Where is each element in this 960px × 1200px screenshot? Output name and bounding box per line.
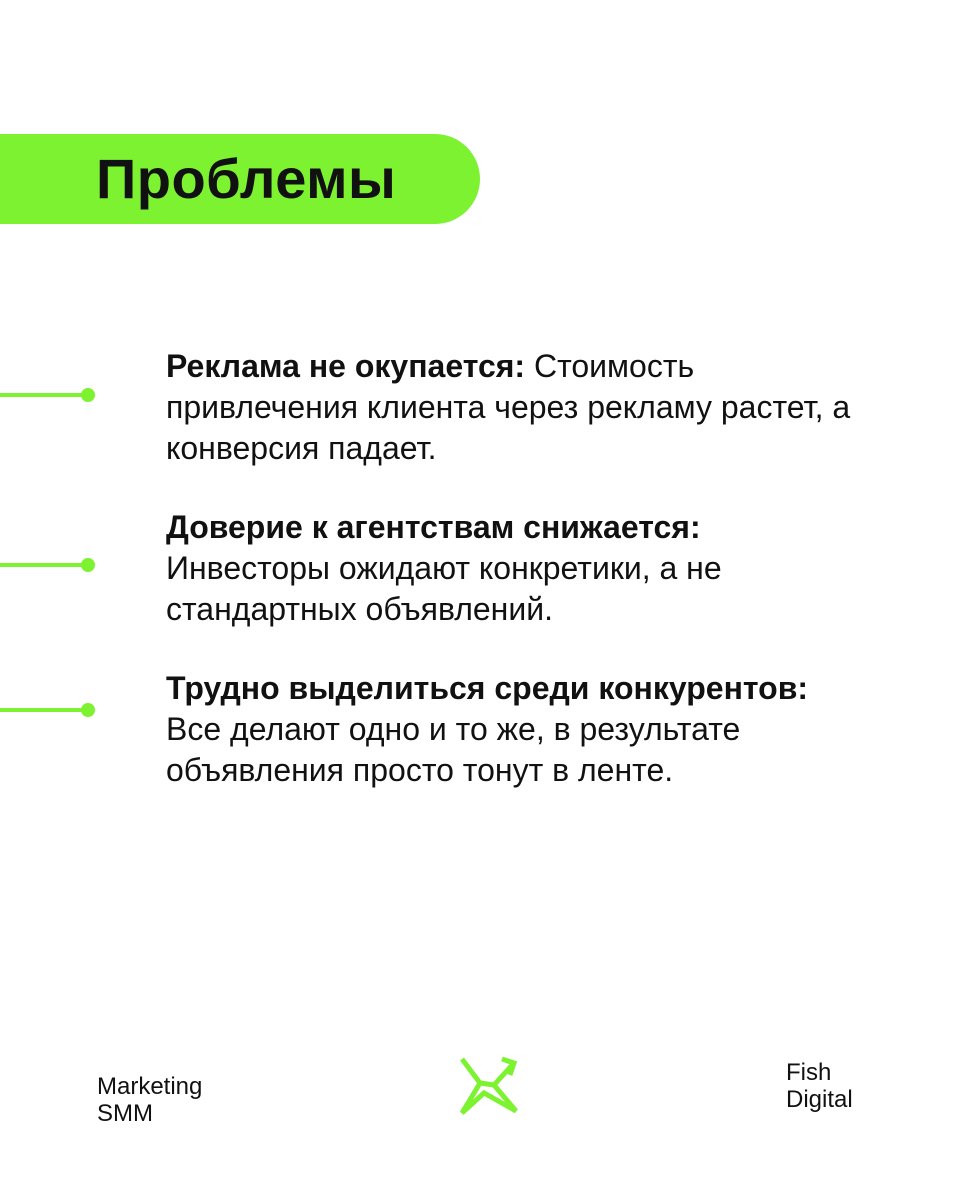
connector-line bbox=[0, 708, 86, 712]
problem-text bbox=[166, 507, 866, 630]
footer-brand bbox=[786, 1059, 853, 1113]
connector-line bbox=[0, 393, 86, 397]
connector-dot bbox=[81, 388, 95, 402]
connector-dot bbox=[81, 558, 95, 572]
footer-brand-line2: Digital bbox=[786, 1086, 853, 1113]
problem-description: Инвесторы ожидают конкретики, а не стандартных объявлений. bbox=[166, 550, 722, 627]
connector-dot bbox=[81, 703, 95, 717]
footer-category-line1: Marketing bbox=[97, 1073, 203, 1100]
problem-heading: Реклама не окупается: bbox=[166, 348, 526, 384]
problem-description: Все делают одно и то же, в результате объявления просто тонут в ленте. bbox=[166, 711, 741, 788]
problem-text bbox=[166, 346, 866, 469]
problem-text bbox=[166, 668, 866, 791]
footer-brand-line1: Fish bbox=[786, 1059, 832, 1086]
footer-category bbox=[97, 1073, 202, 1127]
problem-description: Стоимость привлечения клиента через рекламу растет, а конверсия падает. bbox=[166, 348, 851, 466]
problem-heading: Трудно выделиться среди конкурентов: bbox=[166, 670, 809, 706]
problem-heading: Доверие к агентствам снижается: bbox=[166, 509, 701, 545]
footer-category-line2: SMM bbox=[97, 1100, 153, 1127]
connector-line bbox=[0, 563, 86, 567]
arrow-logo-icon bbox=[456, 1053, 522, 1119]
title-banner bbox=[0, 134, 480, 224]
page-title: Проблемы bbox=[96, 147, 397, 210]
